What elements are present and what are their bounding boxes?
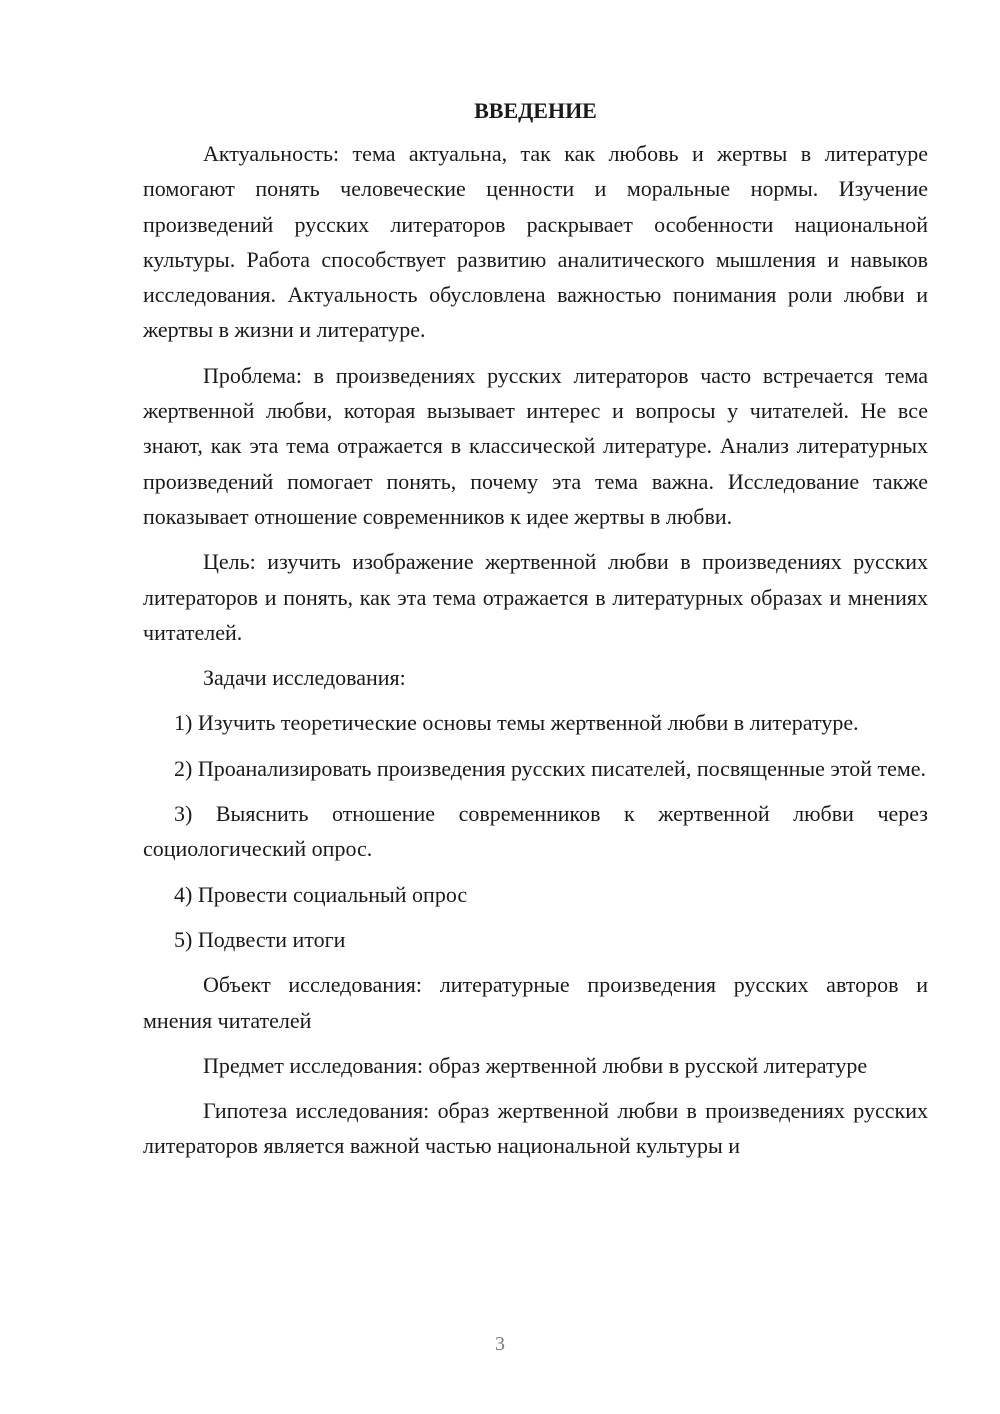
page-content [143, 96, 928, 1164]
page-number: 3 [495, 1333, 505, 1355]
paragraph-hypothesis: Гипотеза исследования: образ жертвенной любви в произведениях русских литераторов является важной частью национальной культуры и [143, 1098, 928, 1159]
task-item-3: 3) Выяснить отношение современников к жертвенной любви через социологический опрос. [143, 801, 928, 862]
paragraph-relevance: Актуальность: тема актуальна, так как любовь и жертвы в литературе помогают понять человеческие ценности и моральные нормы. Изучение произведений русских литераторов раскрывает особенности национальной культуры. Работа способствует развитию аналитического мышления и навыков исследования. Актуальность обусловлена важностью понимания роли любви и жертвы в жизни и литературе. [143, 141, 928, 343]
paragraph-problem: Проблема: в произведениях русских литераторов часто встречается тема жертвенной любви, которая вызывает интерес и вопросы у читателей. Не все знают, как эта тема отражается в классической литературе. Анализ литературных произведений помогает понять, почему эта тема важна. Исследование также показывает отношение современников к идее жертвы в любви. [143, 362, 928, 529]
task-item-2: 2) Проанализировать произведения русских писателей, посвященные этой теме. [174, 755, 927, 781]
task-item-4: 4) Провести социальный опрос [174, 881, 468, 907]
paragraph-subject: Предмет исследования: образ жертвенной любви в русской литературе [203, 1052, 868, 1078]
paragraph-object: Объект исследования: литературные произведения русских авторов и мнения читателей [143, 972, 928, 1033]
section-title: ВВЕДЕНИЕ [474, 98, 597, 123]
paragraph-goal: Цель: изучить изображение жертвенной любви в произведениях русских литераторов и понять, как эта тема отражается в литературных образах и мнениях читателей. [143, 549, 928, 645]
task-item-1: 1) Изучить теоретические основы темы жертвенной любви в литературе. [174, 710, 859, 736]
task-item-5: 5) Подвести итоги [174, 926, 346, 952]
paragraph-tasks-heading: Задачи исследования: [203, 665, 406, 691]
